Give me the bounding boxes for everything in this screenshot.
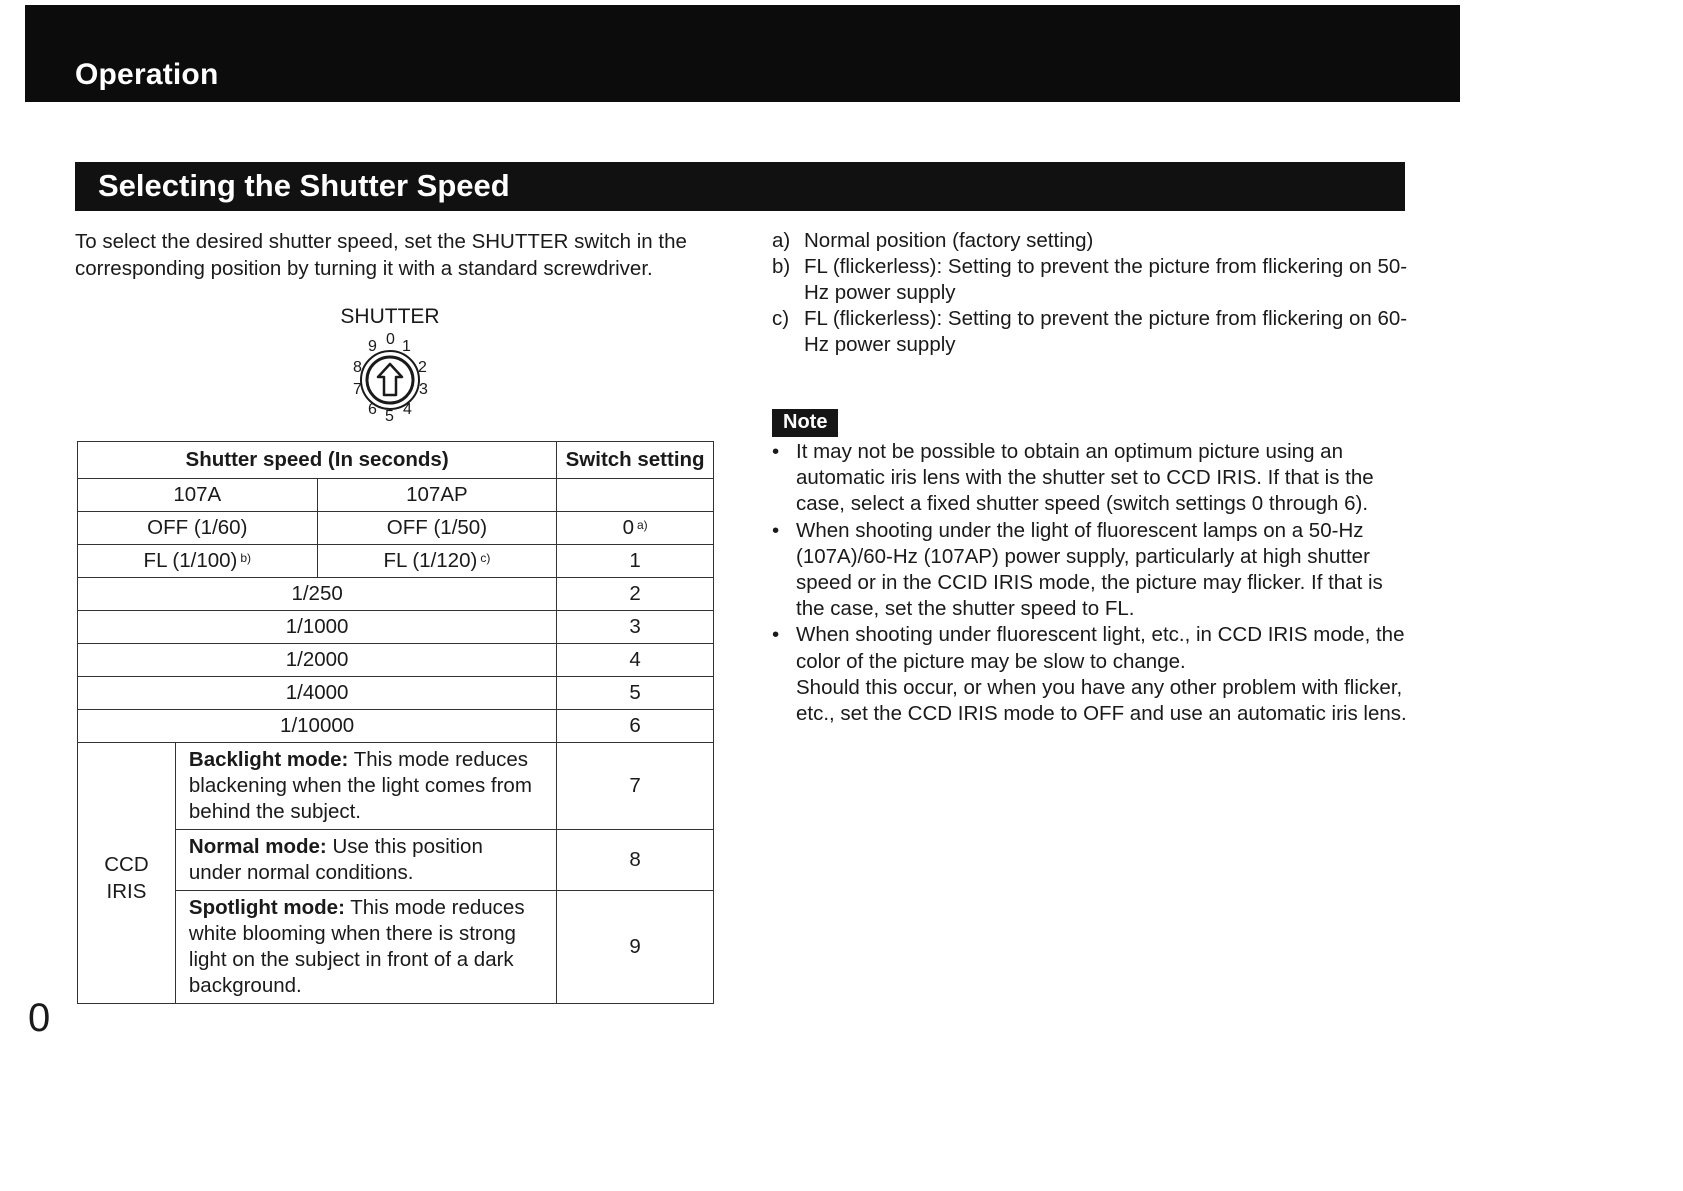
- header-title: Operation: [75, 58, 219, 91]
- speed-cell: OFF (1/50): [317, 512, 557, 545]
- bullet-icon: •: [772, 518, 780, 542]
- note-item: • It may not be possible to obtain an optimum picture using an automatic iris lens with the shutter set to CCD IRIS. If that is the case, select a fixed shutter speed (switch settings 0 through 6).: [772, 440, 1374, 516]
- table-row: [78, 644, 714, 677]
- table-header-row: [78, 442, 714, 479]
- footnote-marker: b): [240, 551, 252, 565]
- dial-number-4: 4: [403, 401, 412, 418]
- ccd-iris-label: CCD IRIS: [78, 743, 176, 1004]
- dial-number-2: 2: [418, 359, 427, 376]
- shutter-speed-table: [77, 441, 714, 1004]
- mode-description: Backlight mode: This mode reduces blackening when the light comes from behind the subject.: [175, 743, 556, 830]
- dial-caption: SHUTTER: [340, 305, 440, 328]
- dial-number-5: 5: [385, 408, 394, 425]
- footnote-item: b) FL (flickerless): Setting to prevent the picture from flickering on 50-Hz power supply: [772, 255, 1408, 304]
- footnote-item: c) FL (flickerless): Setting to prevent the picture from flickering on 60-Hz power supply: [772, 307, 1408, 356]
- dial-icon: [330, 327, 450, 431]
- dial-number-3: 3: [419, 381, 428, 398]
- setting-cell: 3: [557, 611, 714, 644]
- intro-text: To select the desired shutter speed, set the SHUTTER switch in the corresponding position by turning it with a standard screwdriver.: [75, 230, 687, 280]
- speed-cell: OFF (1/60): [78, 512, 318, 545]
- section-title: Selecting the Shutter Speed: [98, 168, 510, 203]
- table-row: [78, 545, 714, 578]
- bullet-icon: •: [772, 623, 780, 647]
- footnote-item: a) Normal position (factory setting): [772, 229, 1094, 252]
- note-label: Note: [772, 409, 838, 437]
- footnote-marker: c): [480, 551, 491, 565]
- table-row: [78, 512, 714, 545]
- setting-cell: 6: [557, 710, 714, 743]
- footnote-marker: a): [636, 518, 648, 532]
- header-shutter-speed: Shutter speed (In seconds): [78, 442, 557, 479]
- setting-cell: 7: [557, 743, 714, 830]
- setting-cell: 2: [557, 578, 714, 611]
- speed-cell: 1/250: [78, 578, 557, 611]
- dial-number-8: 8: [353, 359, 362, 376]
- footnotes: [772, 228, 1412, 358]
- table-row: [78, 743, 714, 830]
- mode-description: Spotlight mode: This mode reduces white blooming when there is strong light on the subject in front of a dark background.: [175, 891, 556, 1004]
- dial-number-7: 7: [353, 381, 362, 398]
- setting-cell: 9: [557, 891, 714, 1004]
- note-item: • When shooting under fluorescent light, etc., in CCD IRIS mode, the color of the picture may be slow to change. Should this occur, or when you have any other problem with flicker, etc., set the CCD IRIS mode to OFF and use an automatic iris lens.: [772, 623, 1407, 726]
- speed-cell: 1/1000: [78, 611, 557, 644]
- note-list: [772, 439, 1412, 727]
- speed-cell: 1/4000: [78, 677, 557, 710]
- table-row: [78, 677, 714, 710]
- setting-cell: 5: [557, 677, 714, 710]
- speed-cell: 1/2000: [78, 644, 557, 677]
- table-row: [78, 578, 714, 611]
- page-number: 0: [28, 996, 51, 1040]
- table-row: [78, 710, 714, 743]
- header-switch-setting: Switch setting: [557, 442, 714, 479]
- table-row: [78, 479, 714, 512]
- speed-cell: 1/10000: [78, 710, 557, 743]
- model-107a: 107A: [78, 479, 318, 512]
- speed-cell: FL (1/120) $^{c)}$: [317, 545, 557, 578]
- model-107ap: 107AP: [317, 479, 557, 512]
- header-bar: [25, 5, 1460, 102]
- dial-number-6: 6: [368, 401, 377, 418]
- setting-cell: 4: [557, 644, 714, 677]
- mode-description: Normal mode: Use this position under normal conditions.: [175, 830, 556, 891]
- table-row: [78, 611, 714, 644]
- shutter-dial: [330, 305, 450, 430]
- dial-number-1: 1: [402, 338, 411, 355]
- empty-cell: [557, 479, 714, 512]
- bullet-icon: •: [772, 440, 780, 463]
- setting-cell: 8: [557, 830, 714, 891]
- speed-cell: FL (1/100) $^{b)}$: [78, 545, 318, 578]
- dial-number-0: 0: [386, 331, 395, 348]
- note-item: • When shooting under the light of fluorescent lamps on a 50-Hz (107A)/60-Hz (107AP) power supply, particularly at high shutter speed or in the CCID IRIS mode, the picture may flicker. If that is the case, set the shutter speed to FL.: [772, 518, 1383, 621]
- setting-cell: 0 $^{a)}$: [557, 512, 714, 545]
- dial-number-9: 9: [368, 338, 377, 355]
- setting-cell: 1: [557, 545, 714, 578]
